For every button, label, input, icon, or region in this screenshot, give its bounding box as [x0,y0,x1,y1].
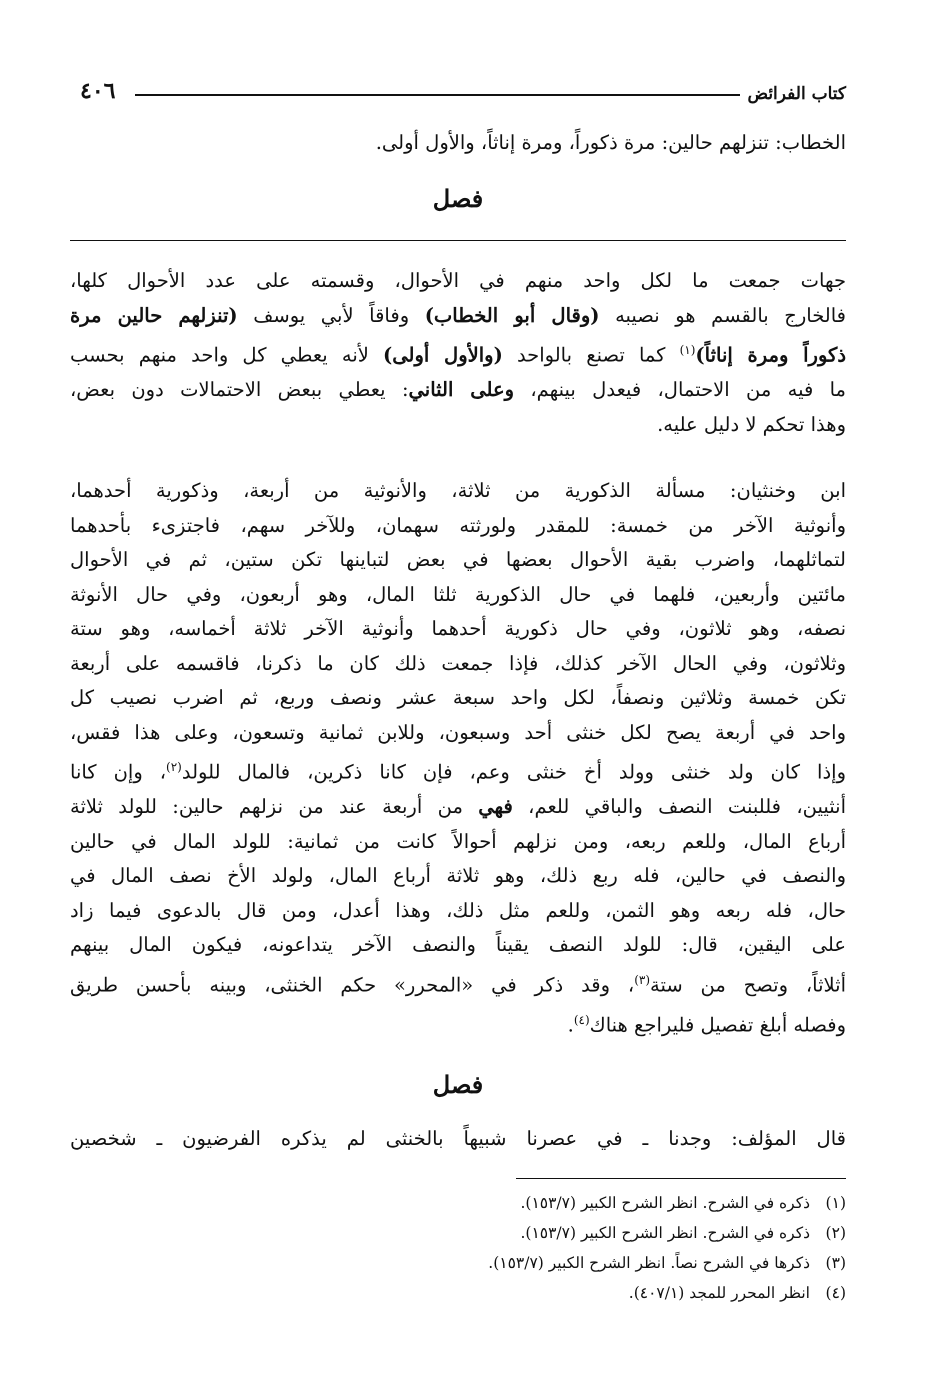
text-line: وإذا كان ولد خنثى وولد أخ خنثى وعم، فإن كانا ذكرين، فالمال للولد$^{(٢)}$، وإن كانا [70,760,846,784]
section-title: فصل [432,1070,484,1099]
footnote-number: (٢) [825,1224,846,1242]
footnote-rule [516,1178,846,1179]
text-line: أنثيين، فللبنت النصف والباقي للعم، فهي من أربعة عند من نزلهم حالين: للولد ثلاثة [70,795,846,818]
page-number: ٤٠٦ [80,78,116,104]
footnote-ref[interactable]: (٢) [166,760,182,774]
section-divider [70,240,846,241]
quoted-text: وعلى الثاني [408,378,515,401]
text-line: والنصف في حالين، فله ربع ذلك، وهو ثلاثة أرباع المال، ولولد الأخ نصف المال في [70,864,846,887]
book-title: كتاب الفرائض [747,84,846,104]
quoted-text: (وقال أبو الخطاب) [424,303,600,327]
text-line: قال المؤلف: وجدنا ـ في عصرنا شبيهاً بالخنثى لم يذكره الفرضيون ـ شخصين [70,1127,846,1150]
text-line: جهات جمعت ما لكل واحد منهم في الأحوال، وقسمته على عدد الأحوال كلها، [70,269,846,292]
text-line: أثلاثاً، وتصح من ستة$^{(٣)}$، وقد ذكر في «المحرر» حكم الخنثى، وبينه بأحسن طريق [70,972,846,996]
header-rule [135,94,739,96]
footnote [70,1248,846,1278]
text-line: فالخارج بالقسم هو نصيبه (وقال أبو الخطاب) وفاقاً لأبي يوسف (تنزلهم حالين مرة [70,303,846,327]
text-line: نصفه، وهو ثلاثون، وفي حال ذكورية أحدهما وأنوثية الآخر ثلاثة أخماسه، وهو ستة [70,617,846,640]
footnote-ref[interactable]: (٤) [573,1012,590,1027]
text-line: على اليقين، قال: للولد النصف يقيناً والنصف الآخر يتداعونه، فيكون المال بينهم [70,933,846,956]
intro-paragraph [70,126,846,161]
quoted-text: فهي [478,795,513,818]
footnote-ref[interactable]: (١) [679,343,696,357]
quoted-text: ذكوراً ومرة إناثاً) [695,343,846,367]
footnote [70,1278,846,1308]
text-line: حال، فله ربعه وهو الثمن، وللعم مثل ذلك، وهذا أعدل، ومن قال بالدعوى فيما زاد [70,898,846,922]
footnote-number: (٤) [825,1284,846,1302]
text-line: واحد في أربعة يصح لكل خنثى أحد وسبعون، وللابن ثمانية وتسعون، وعلى هذا فقس، [70,720,846,744]
text-line: ذكوراً ومرة إناثاً)$^{(١)}$ كما تصنع بالواحد (والأول أولى) لأنه يعطي كل واحد منهم بحسب [70,343,846,367]
text-line: وثلاثون، وفي الحال الآخر كذلك، فإذا جمعت ذلك كان ما ذكرنا، فاقسمه على أربعة [70,651,846,675]
paragraph-author [70,1122,846,1157]
footnote-text: ذكرها في الشرح نصاً. انظر الشرح الكبير (١٥٣/٧). [488,1254,810,1272]
footnote-text: انظر المحرر للمجد (٤٠٧/١). [628,1284,810,1302]
paragraph-commentary [70,264,846,442]
text-line: ابن وخنثيان: مسألة الذكورية من ثلاثة، والأنوثية من أربعة، وذكورية أحدهما، [70,479,846,502]
footnote-number: (٣) [825,1254,846,1272]
text-line: وفصله أبلغ تفصيل فليراجع هناك$^{(٤)}$. [567,1012,846,1036]
text-line: أرباع المال، وللعم ربعه، ومن نزلهم أحوالاً كانت من ثمانية: للولد المال في حالين [70,829,846,853]
footnotes [70,1188,846,1308]
footnote [70,1218,846,1248]
footnote-number: (١) [825,1194,846,1212]
text-line: وهذا تحكم لا دليل عليه. [657,412,846,436]
quoted-text: (تنزلهم حالين مرة [70,303,238,327]
footnote [70,1188,846,1218]
text-line: تكن خمسة وثلاثين ونصفاً، لكل واحد سبعة عشر ونصف وربع، ثم اضرب نصيب كل [70,686,846,709]
running-header [70,70,846,104]
text-line: لتماثلهما، واضرب بقية الأحوال بعضها في بعض لتباينها تكن ستين، ثم في الأحوال [70,548,846,571]
section-title: فصل [432,184,484,213]
paragraph-example [70,474,846,1043]
text-line: وأنوثية الآخر من خمسة: للمقدر ولورثته سهمان، وللآخر سهم، فاجتزىء بأحدهما [70,513,846,537]
footnote-text: ذكره في الشرح. انظر الشرح الكبير (١٥٣/٧). [520,1194,810,1212]
footnote-text: ذكره في الشرح. انظر الشرح الكبير (١٥٣/٧). [520,1224,810,1242]
footnote-ref[interactable]: (٣) [634,972,651,987]
quoted-text: (والأول أولى) [383,343,503,367]
text-line: الخطاب: تنزلهم حالين: مرة ذكوراً، ومرة إناثاً، والأول أولى. [375,131,846,154]
book-page [70,60,846,1360]
text-line: ما فيه من الاحتمال، فيعدل بينهم، وعلى الثاني: يعطي ببعض الاحتمالات دون بعض، [70,378,846,401]
text-line: مائتين وأربعين، فلهما في حال الذكورية ثلثا المال، وهو أربعون، وفي حال الأنوثة [70,582,846,606]
